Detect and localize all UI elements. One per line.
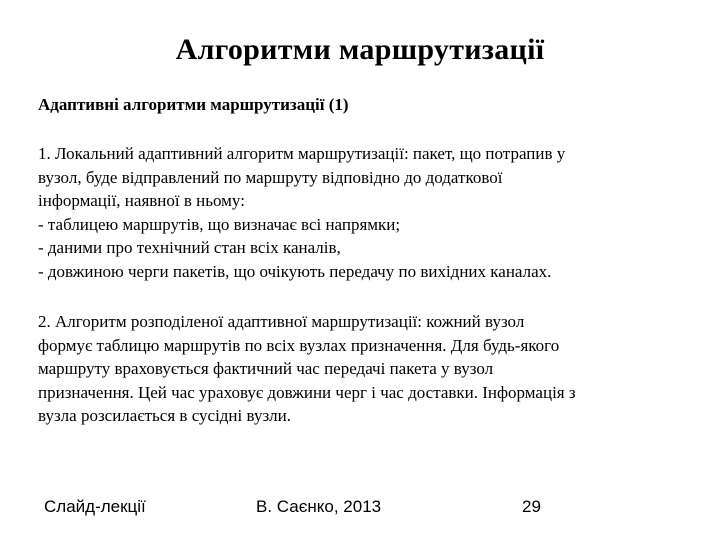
footer-left-label: Слайд-лекції — [44, 497, 146, 516]
page-number: 29 — [522, 497, 541, 516]
paragraph-local-adaptive — [38, 142, 688, 283]
paragraph-distributed-adaptive — [38, 310, 688, 428]
paragraph-line: вузол, буде відправлений по маршруту відповідно до додаткової — [38, 167, 503, 187]
paragraph-line: формує таблицю маршрутів по всіх вузлах призначення. Для будь-якого — [38, 335, 560, 355]
paragraph-line: маршруту враховується фактичний час передачі пакета у вузол — [38, 359, 494, 378]
paragraph-line: інформації, наявної в ньому: — [38, 191, 245, 210]
paragraph-line: - даними про технічний стан всіх каналів, — [38, 238, 341, 257]
slide-subtitle: Адаптивні алгоритми маршрутизації (1) — [38, 95, 349, 114]
paragraph-line: - довжиною черги пакетів, що очікують передачу по вихідних каналах. — [38, 261, 552, 281]
slide-title: Алгоритми маршрутизації — [175, 33, 545, 66]
paragraph-line: 1. Локальний адаптивний алгоритм маршрутизації: пакет, що потрапив у — [38, 144, 566, 163]
footer-author: В. Саєнко, 2013 — [256, 497, 382, 516]
paragraph-line: - таблицею маршрутів, що визначає всі напрямки; — [38, 214, 401, 234]
paragraph-line: 2. Алгоритм розподіленої адаптивної маршрутизації: кожний вузол — [38, 312, 525, 331]
paragraph-line: вузла розсилається в сусідні вузли. — [38, 406, 291, 425]
paragraph-line: призначення. Цей час ураховує довжини черг і час доставки. Інформація з — [38, 382, 576, 402]
